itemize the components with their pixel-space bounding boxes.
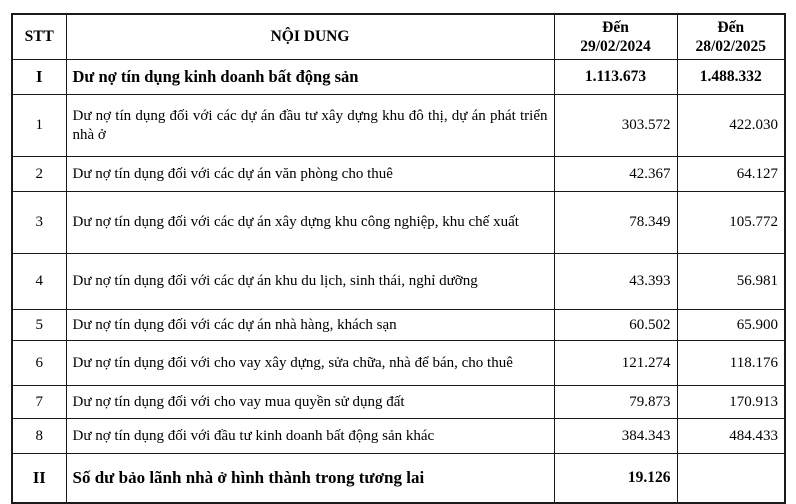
- table-row-section-II: [12, 454, 785, 504]
- row-value-2025: 484.433: [677, 419, 785, 454]
- row-content: Dư nợ tín dụng đối với các dự án khu du lịch, sinh thái, nghỉ dưỡng: [66, 254, 554, 310]
- row-value-2025: 170.913: [677, 386, 785, 419]
- table-row-7: [12, 386, 785, 419]
- row-content: Số dư bảo lãnh nhà ở hình thành trong tương lai: [66, 454, 554, 504]
- row-value-2025: 64.127: [677, 157, 785, 192]
- row-value-2025: 422.030: [677, 95, 785, 157]
- header-stt: STT: [12, 14, 66, 60]
- row-stt: 2: [12, 157, 66, 192]
- row-value-2024: 121.274: [554, 341, 677, 386]
- row-stt: 6: [12, 341, 66, 386]
- table-row-4: [12, 254, 785, 310]
- header-period-2025-label: Đến: [717, 18, 745, 36]
- row-value-2024: 1.113.673: [554, 60, 677, 95]
- row-value-2024: 42.367: [554, 157, 677, 192]
- row-value-2025: 105.772: [677, 192, 785, 254]
- table-row-3: [12, 192, 785, 254]
- table-row-8: [12, 419, 785, 454]
- row-stt: 1: [12, 95, 66, 157]
- header-period-2024-label: Đến: [602, 18, 629, 36]
- table-row-5: [12, 310, 785, 341]
- row-value-2025: 118.176: [677, 341, 785, 386]
- table-row-1: [12, 95, 785, 157]
- row-stt: I: [12, 60, 66, 95]
- row-content: Dư nợ tín dụng đối với cho vay mua quyền sử dụng đất: [66, 386, 554, 419]
- row-stt: 5: [12, 310, 66, 341]
- row-value-2024: 303.572: [554, 95, 677, 157]
- row-value-2025: [677, 454, 785, 504]
- row-content: Dư nợ tín dụng đối với cho vay xây dựng, sửa chữa, nhà để bán, cho thuê: [66, 341, 554, 386]
- row-content: Dư nợ tín dụng đối với các dự án đầu tư xây dựng khu đô thị, dự án phát triển nhà ở: [66, 95, 554, 157]
- row-value-2024: 19.126: [554, 454, 677, 504]
- row-value-2025: 65.900: [677, 310, 785, 341]
- table-row-2: [12, 157, 785, 192]
- row-value-2025: 56.981: [677, 254, 785, 310]
- row-content: Dư nợ tín dụng đối với các dự án nhà hàng, khách sạn: [66, 310, 554, 341]
- row-value-2024: 43.393: [554, 254, 677, 310]
- table-header-row: [12, 14, 785, 60]
- row-value-2024: 78.349: [554, 192, 677, 254]
- row-value-2024: 60.502: [554, 310, 677, 341]
- row-value-2024: 384.343: [554, 419, 677, 454]
- row-content: Dư nợ tín dụng đối với các dự án xây dựng khu công nghiệp, khu chế xuất: [66, 192, 554, 254]
- real-estate-credit-table: [11, 13, 786, 504]
- header-period-2025: [677, 14, 785, 60]
- header-period-2025-date: 28/02/2025: [695, 38, 767, 55]
- row-stt: 7: [12, 386, 66, 419]
- row-content: Dư nợ tín dụng đối với các dự án văn phòng cho thuê: [66, 157, 554, 192]
- row-stt: 4: [12, 254, 66, 310]
- row-content: Dư nợ tín dụng kinh doanh bất động sản: [66, 60, 554, 95]
- header-content: NỘI DUNG: [66, 14, 554, 60]
- row-stt: II: [12, 454, 66, 504]
- row-stt: 3: [12, 192, 66, 254]
- header-period-2024-date: 29/02/2024: [580, 38, 651, 55]
- table-row-6: [12, 341, 785, 386]
- row-value-2025: 1.488.332: [677, 60, 785, 95]
- row-stt: 8: [12, 419, 66, 454]
- row-content: Dư nợ tín dụng đối với đầu tư kinh doanh bất động sản khác: [66, 419, 554, 454]
- header-period-2024: [554, 14, 677, 60]
- table-row-section-I: [12, 60, 785, 95]
- row-value-2024: 79.873: [554, 386, 677, 419]
